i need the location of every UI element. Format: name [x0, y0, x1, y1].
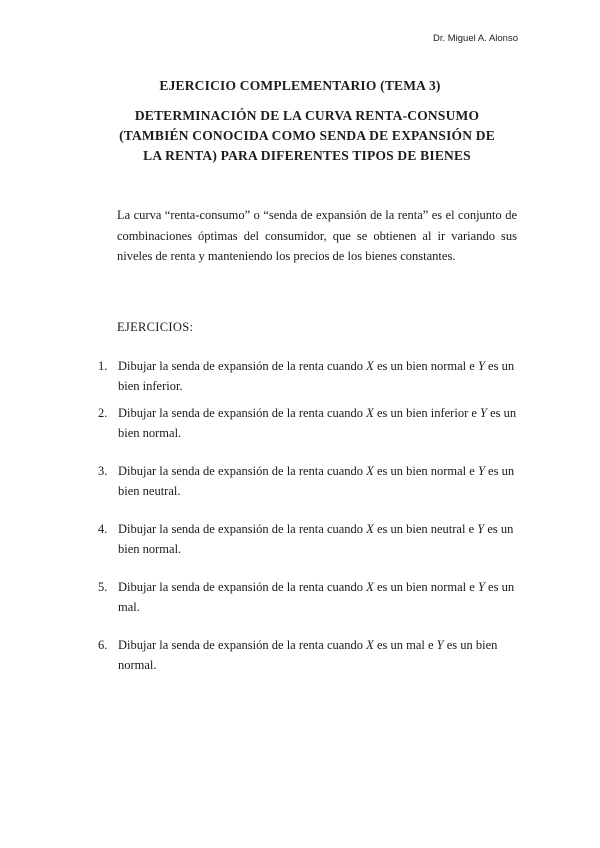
exercise-text: Dibujar la senda de expansión de la renta cuando X es un bien normal e Y es un mal. [118, 580, 515, 614]
exercise-number: 4. [98, 522, 108, 536]
exercise-item [98, 462, 518, 501]
exercise-number: 6. [98, 638, 108, 652]
exercise-text: Dibujar la senda de expansión de la renta cuando X es un bien normal e Y es un bien neutral. [118, 464, 515, 498]
exercise-item [98, 520, 518, 559]
exercise-number: 2. [98, 406, 108, 420]
intro-paragraph: La curva “renta-consumo” o “senda de expansión de la renta” es el conjunto de combinaciones óptimas del consumidor, que se obtienen al ir variando sus niveles de renta y manteniendo los precios de los bienes constantes. [117, 208, 517, 263]
document-title: EJERCICIO COMPLEMENTARIO (TEMA 3) [159, 78, 441, 93]
exercise-text: Dibujar la senda de expansión de la renta cuando X es un bien normal e Y es un bien inferior. [118, 359, 515, 393]
exercise-item [98, 404, 518, 443]
exercise-text: Dibujar la senda de expansión de la renta cuando X es un bien inferior e Y es un bien normal. [118, 406, 517, 440]
exercise-item [98, 578, 518, 617]
exercise-item [98, 636, 518, 675]
exercise-number: 3. [98, 464, 108, 478]
exercise-item [98, 357, 518, 396]
exercise-number: 1. [98, 359, 108, 373]
exercise-number: 5. [98, 580, 108, 594]
author-name: Dr. Miguel A. Alonso [432, 33, 518, 44]
document-subtitle: DETERMINACIÓN DE LA CURVA RENTA-CONSUMO (TAMBIÉN CONOCIDA COMO SENDA DE EXPANSIÓN DE LA RENTA) PARA DIFERENTES TIPOS DE BIENES [119, 108, 495, 163]
exercise-text: Dibujar la senda de expansión de la renta cuando X es un bien neutral e Y es un bien normal. [118, 522, 514, 556]
exercise-text: Dibujar la senda de expansión de la renta cuando X es un mal e Y es un bien normal. [118, 638, 498, 672]
exercises-heading: EJERCICIOS: [117, 320, 194, 334]
